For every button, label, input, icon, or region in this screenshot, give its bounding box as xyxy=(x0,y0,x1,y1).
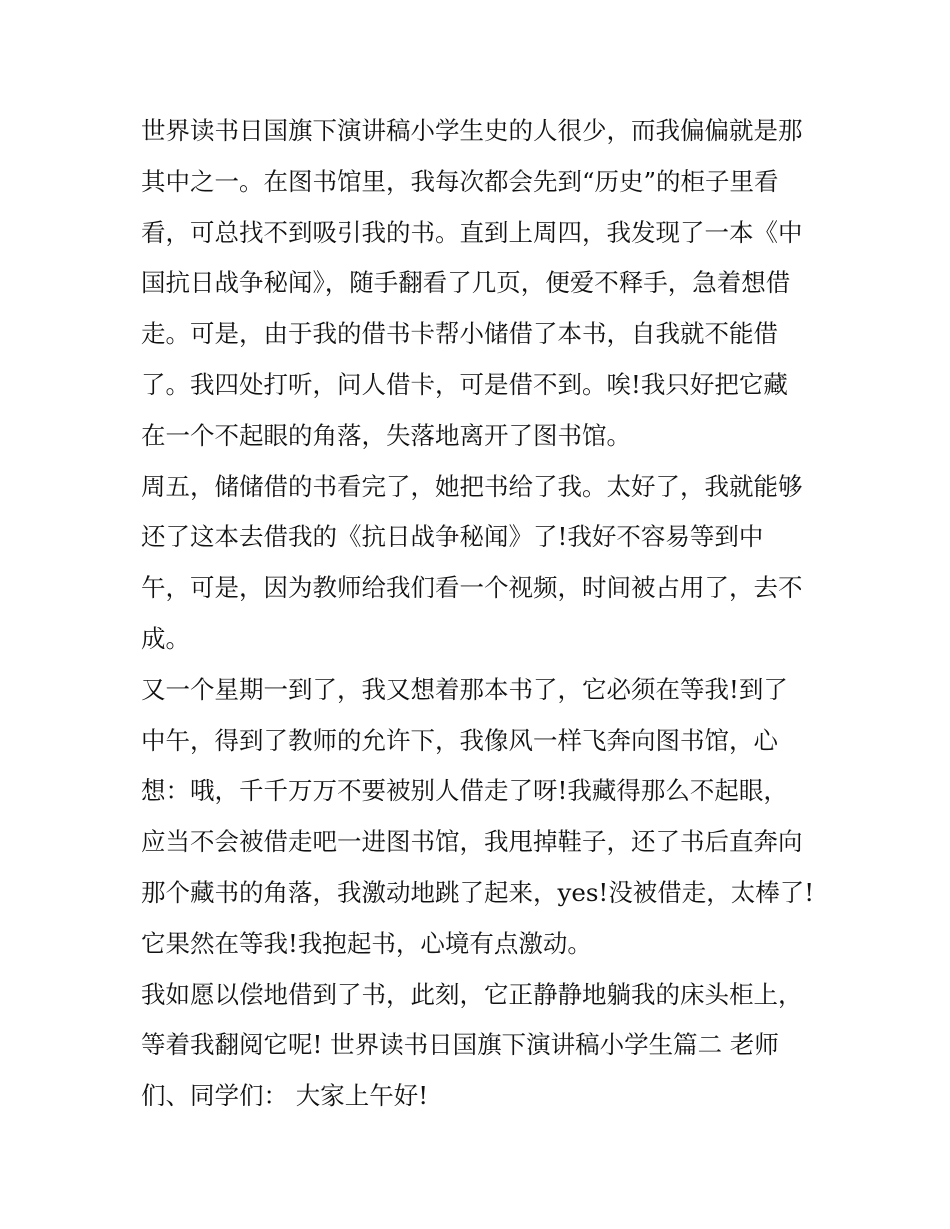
text-line: 又一个星期一到了，我又想着那本书了，它必须在等我!到了 xyxy=(141,674,788,704)
text-line: 应当不会被借走吧一进图书馆，我甩掉鞋子，还了书后直奔向 xyxy=(141,827,803,857)
text-line: 还了这本去借我的《抗日战争秘闻》了!我好不容易等到中 xyxy=(141,522,764,552)
text-line: 周五，储储借的书看完了，她把书给了我。太好了，我就能够 xyxy=(141,471,803,501)
text-line: 们、同学们： 大家上午好! xyxy=(141,1081,429,1111)
text-line: 午，可是，因为教师给我们看一个视频，时间被占用了，去不 xyxy=(141,573,803,603)
text-line: 我如愿以偿地借到了书，此刻，它正静静地躺我的床头柜上， xyxy=(141,979,803,1009)
text-line: 在一个不起眼的角落，失落地离开了图书馆。 xyxy=(141,420,631,450)
text-line: 想：哦，千千万万不要被别人借走了呀!我藏得那么不起眼， xyxy=(141,776,788,806)
text-line: 其中之一。在图书馆里，我每次都会先到“历史”的柜子里看 xyxy=(141,166,779,196)
text-line: 那个藏书的角落，我激动地跳了起来，yes!没被借走，太棒了! xyxy=(141,877,815,907)
text-line: 国抗日战争秘闻》，随手翻看了几页，便爱不释手，急着想借 xyxy=(141,268,791,298)
text-line: 世界读书日国旗下演讲稿小学生史的人很少，而我偏偏就是那 xyxy=(141,116,803,145)
text-line: 中午，得到了教师的允许下，我像风一样飞奔向图书馆，心 xyxy=(141,725,778,755)
text-line: 成。 xyxy=(141,623,190,653)
text-line: 看，可总找不到吸引我的书。直到上周四，我发现了一本《中 xyxy=(141,217,803,247)
text-line: 它果然在等我!我抱起书，心境有点激动。 xyxy=(141,928,592,958)
text-line: 走。可是，由于我的借书卡帮小储借了本书，自我就不能借 xyxy=(141,319,778,349)
text-line: 了。我四处打听，问人借卡，可是借不到。唉!我只好把它藏 xyxy=(141,369,788,399)
text-line: 等着我翻阅它呢! 世界读书日国旗下演讲稿小学生篇二 老师 xyxy=(141,1030,779,1060)
body-text xyxy=(141,106,821,1122)
